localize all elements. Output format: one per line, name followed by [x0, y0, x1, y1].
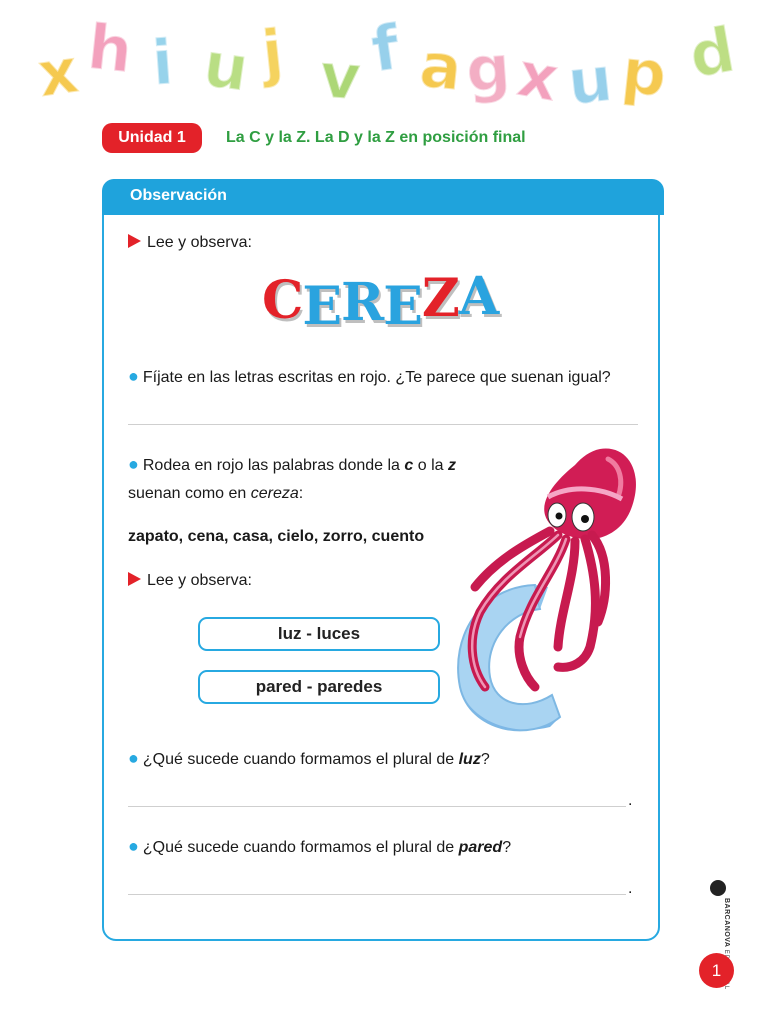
cereza-letter: R	[341, 272, 384, 333]
question-1	[128, 366, 611, 387]
red-arrow-icon	[128, 572, 141, 586]
header-letters	[0, 8, 768, 120]
header-letter-x: x	[33, 33, 83, 112]
header-letter-i: i	[149, 25, 176, 100]
header-letter-p: p	[618, 33, 671, 112]
squid-with-letter-c-illustration	[440, 437, 645, 742]
header-letter-f: f	[366, 10, 404, 87]
cereza-letter: E	[302, 276, 342, 337]
unit-row	[102, 123, 526, 153]
bullet-icon: ●	[128, 748, 139, 768]
question-2-line-2	[128, 485, 303, 503]
publisher-logo	[706, 880, 730, 948]
question-3-mark: ?	[480, 751, 490, 768]
instruction-text: Lee y observa:	[147, 234, 252, 251]
card-header	[102, 179, 664, 215]
question-1-text: Fíjate en las letras escritas en rojo. ¿Te parece que suenan igual?	[142, 369, 611, 386]
page-number: 1	[699, 953, 734, 988]
question-2-word-cereza: cereza	[250, 485, 299, 502]
publisher-logo-icon	[710, 880, 726, 896]
question-3	[128, 748, 490, 769]
question-4-mark: ?	[502, 839, 512, 856]
header-letter-j: j	[258, 15, 287, 90]
question-2-text-a: Rodea en rojo las palabras donde la	[142, 457, 405, 474]
question-2-letter-c: c	[404, 457, 414, 474]
word-list[interactable]: zapato, cena, casa, cielo, zorro, cuento	[128, 528, 425, 545]
question-4	[128, 836, 511, 857]
header-letter-g: g	[463, 30, 513, 107]
header-letter-u: u	[564, 41, 616, 120]
header-letter-u: u	[199, 27, 254, 106]
card-heading: Observación	[130, 187, 227, 204]
header-letter-a: a	[416, 28, 466, 105]
word-pill-luz: luz - luces	[198, 617, 440, 651]
question-2-letter-z: z	[447, 457, 456, 474]
question-2	[128, 454, 456, 475]
cereza-letter: A	[458, 266, 499, 327]
question-3-text: ¿Qué sucede cuando formamos el plural de	[142, 751, 459, 768]
answer-line-3-period: .	[628, 792, 633, 809]
instruction-read-observe-1	[128, 234, 252, 252]
bullet-icon: ●	[128, 454, 139, 474]
question-3-word: luz	[458, 751, 481, 768]
cereza-letter: E	[383, 276, 422, 337]
question-4-text: ¿Qué sucede cuando formamos el plural de	[142, 839, 459, 856]
cereza-letter: C	[262, 270, 303, 331]
publisher-name: BARCANOVA	[723, 898, 730, 948]
header-letter-d: d	[683, 12, 741, 93]
answer-line-1[interactable]	[128, 424, 638, 425]
instruction-read-observe-2	[128, 572, 252, 590]
answer-line-4[interactable]	[128, 894, 626, 895]
bullet-icon: ●	[128, 836, 139, 856]
header-letter-h: h	[84, 9, 136, 88]
red-arrow-icon	[128, 234, 141, 248]
header-letter-v: v	[317, 38, 363, 115]
cereza-letter: Z	[421, 268, 459, 329]
question-2-text-c: suenan como en	[128, 485, 251, 502]
question-2-text-b: o la	[413, 457, 448, 474]
answer-line-3[interactable]	[128, 806, 626, 807]
unit-title: La C y la Z. La D y la Z en posición final	[226, 129, 526, 146]
question-2-colon: :	[298, 485, 304, 502]
instruction-text: Lee y observa:	[147, 572, 252, 589]
unit-badge: Unidad 1	[102, 123, 202, 153]
word-pill-pared: pared - paredes	[198, 670, 440, 704]
cereza-word	[262, 266, 499, 337]
bullet-icon: ●	[128, 366, 139, 386]
header-letter-x: x	[512, 37, 565, 116]
question-4-word: pared	[458, 839, 503, 856]
answer-line-4-period: .	[628, 880, 633, 897]
